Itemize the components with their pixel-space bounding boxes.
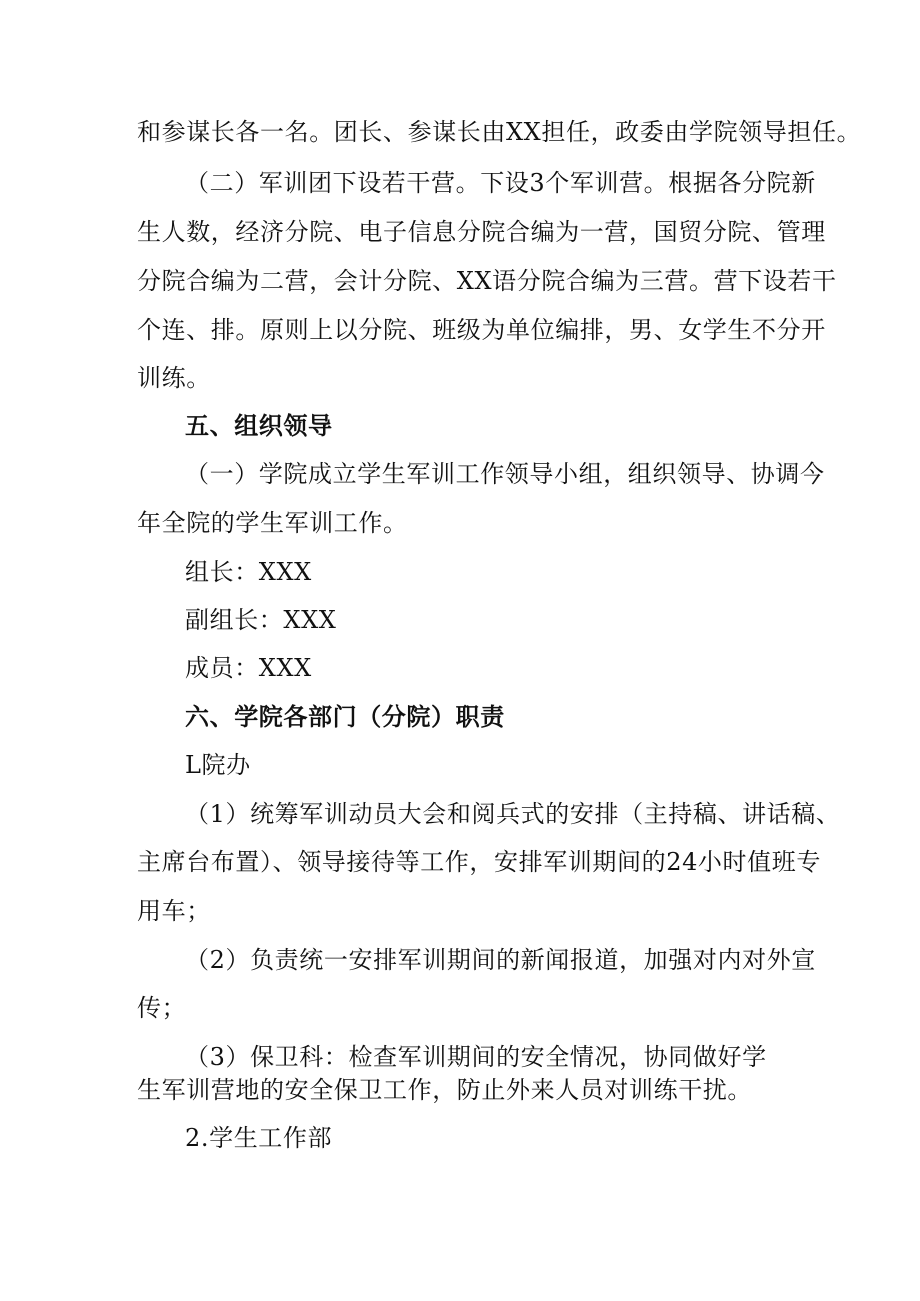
paragraph-line: 主席台布置）、领导接待等工作，安排军训期间的24小时值班专 [137,848,821,876]
paragraph-line: （二）军训团下设若干营。下设3个军训营。根据各分院新 [185,169,816,197]
subsection-heading: 2.学生工作部 [185,1124,333,1152]
paragraph-line: （2）负责统一安排军训期间的新闻报道，加强对内对外宣 [185,946,816,974]
paragraph-line: （3）保卫科：检查军训期间的安全情况，协同做好学 [185,1043,767,1071]
paragraph-line: 个连、排。原则上以分院、班级为单位编排，男、女学生不分开 [137,316,826,344]
paragraph-line: 传； [137,994,187,1022]
paragraph-line: （一）学院成立学生军训工作领导小组，组织领导、协调今 [185,460,825,488]
section-heading-organization: 五、组织领导 [185,411,333,440]
paragraph-line: 训练。 [137,364,211,392]
subsection-heading: L院办 [185,751,251,779]
paragraph-line: （1）统筹军训动员大会和阅兵式的安排（主持稿、讲话稿、 [185,800,841,828]
paragraph-line: 用车； [137,897,211,925]
paragraph-line: 生军训营地的安全保卫工作，防止外来人员对训练干扰。 [137,1076,752,1104]
paragraph-line: 年全院的学生军训工作。 [137,509,408,537]
section-heading-responsibilities: 六、学院各部门（分院）职责 [185,702,505,731]
paragraph-line: 分院合编为二营，会计分院、XX语分院合编为三营。营下设若干 [137,267,837,295]
paragraph-line: 和参谋长各一名。团长、参谋长由XX担任，政委由学院领导担任。 [137,118,862,146]
group-leader-line: 组长：XXX [185,558,312,586]
paragraph-line: 生人数，经济分院、电子信息分院合编为一营，国贸分院、管理 [137,218,826,246]
members-line: 成员：XXX [185,654,312,682]
deputy-leader-line: 副组长：XXX [185,606,337,634]
